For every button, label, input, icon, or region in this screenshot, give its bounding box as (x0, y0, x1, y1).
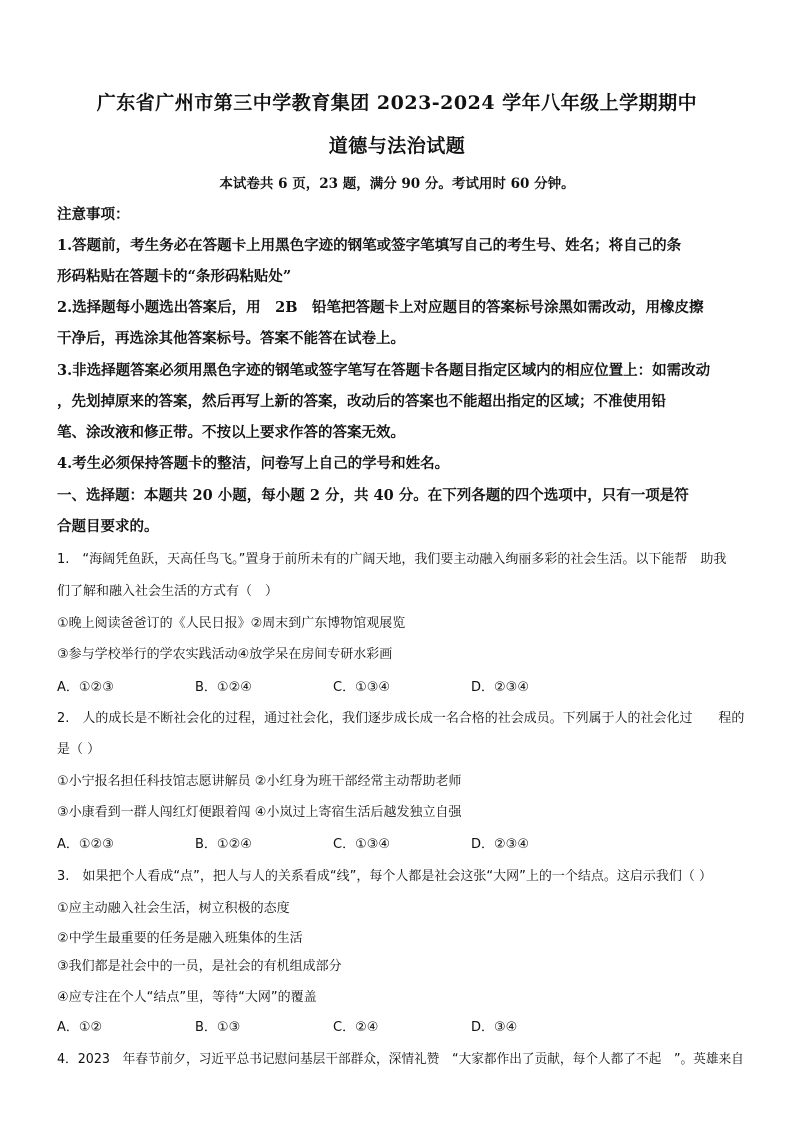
q2-option-b: B．①②④ (195, 837, 252, 852)
notes-heading: 注意事项： (57, 206, 130, 223)
q2-option-d: D．②③④ (471, 837, 529, 852)
q2-option-a: A．①②③ (57, 837, 114, 852)
q1-option-c: C．①③④ (333, 680, 391, 695)
q2-item-b: ③小康看到一群人闯红灯便跟着闯 ④小岚过上寄宿生活后越发独立自强 (57, 805, 462, 820)
section1-heading-a: 一、选择题：本题共 20 小题，每小题 2 分，共 40 分。在下列各题的四个选项中，只有一项是符 (57, 487, 689, 504)
exam-title-line2: 道德与法治试题 (328, 135, 466, 157)
q3-stem: 3. 如果把个人看成“点”，把人与人的关系看成“线”，每个人都是社会这张“大网”上的一个结点。这启示我们（ ） (57, 869, 712, 884)
exam-info: 本试卷共 6 页，23 题，满分 90 分。考试用时 60 分钟。 (219, 176, 575, 192)
note-4: 4.考生必须保持答题卡的整洁，问卷写上自己的学号和姓名。 (57, 455, 450, 472)
q1-stem-b: 们了解和融入社会生活的方式有（ ） (57, 584, 279, 599)
q1-option-a: A．①②③ (57, 680, 114, 695)
q3-item-3: ③我们都是社会中的一员，是社会的有机组成部分 (57, 959, 342, 974)
q3-option-b: B．①③ (195, 1020, 241, 1035)
q3-option-c: C．②④ (333, 1020, 379, 1035)
note-3-line-a: 3.非选择题答案必须用黑色字迹的钢笔或签字笔写在答题卡各题目指定区域内的相应位置上：如需改动 (57, 362, 711, 379)
note-3-line-b: ，先划掉原来的答案，然后再写上新的答案，改动后的答案也不能超出指定的区域；不准使用铅 (57, 393, 666, 410)
section1-heading-b: 合题目要求的。 (57, 518, 159, 535)
note-1-line-b: 形码粘贴在答题卡的“条形码粘贴处” (57, 268, 292, 285)
q3-item-4: ④应专注在个人“结点”里，等待“大网”的覆盖 (57, 990, 317, 1005)
q3-item-1: ①应主动融入社会生活，树立积极的态度 (57, 901, 290, 916)
q3-option-a: A．①② (57, 1020, 103, 1035)
q3-option-d: D．③④ (471, 1020, 518, 1035)
q2-item-a: ①小宁报名担任科技馆志愿讲解员 ②小红身为班干部经常主动帮助老师 (57, 774, 462, 789)
q1-option-d: D．②③④ (471, 680, 529, 695)
q3-item-2: ②中学生最重要的任务是融入班集体的生活 (57, 931, 303, 946)
q1-item-a: ①晚上阅读爸爸订的《人民日报》②周末到广东博物馆观展览 (57, 616, 406, 631)
q1-option-b: B．①②④ (195, 680, 252, 695)
note-1-line-a: 1.答题前，考生务必在答题卡上用黑色字迹的钢笔或签字笔填写自己的考生号、姓名；将自己的条 (57, 237, 682, 254)
q2-stem-b: 是（ ） (57, 742, 101, 757)
q1-stem-a: 1. “海阔凭鱼跃，天高任鸟飞。”置身于前所未有的广阔天地，我们要主动融入绚丽多彩的社会生活。以下能帮 助我 (57, 552, 727, 567)
q4-stem-a: 4．2023 年春节前夕，习近平总书记慰问基层干部群众，深情礼赞 “大家都作出了贡献，每个人都了不起 ”。英雄来自 (57, 1052, 744, 1067)
note-3-line-c: 笔、涂改液和修正带。不按以上要求作答的答案无效。 (57, 424, 405, 441)
q2-stem-a: 2. 人的成长是不断社会化的过程，通过社会化，我们逐步成长成一名合格的社会成员。下列属于人的社会化过 程的 (57, 711, 745, 726)
q2-option-c: C．①③④ (333, 837, 391, 852)
note-2-line-a: 2.选择题每小题选出答案后，用 2B 铅笔把答题卡上对应题目的答案标号涂黑如需改动，用橡皮擦 (57, 299, 704, 316)
q1-item-b: ③参与学校举行的学农实践活动④放学呆在房间专研水彩画 (57, 647, 393, 662)
note-2-line-b: 干净后，再选涂其他答案标号。答案不能答在试卷上。 (57, 330, 405, 347)
exam-title-line1: 广东省广州市第三中学教育集团 2023-2024 学年八年级上学期期中 (96, 92, 698, 114)
